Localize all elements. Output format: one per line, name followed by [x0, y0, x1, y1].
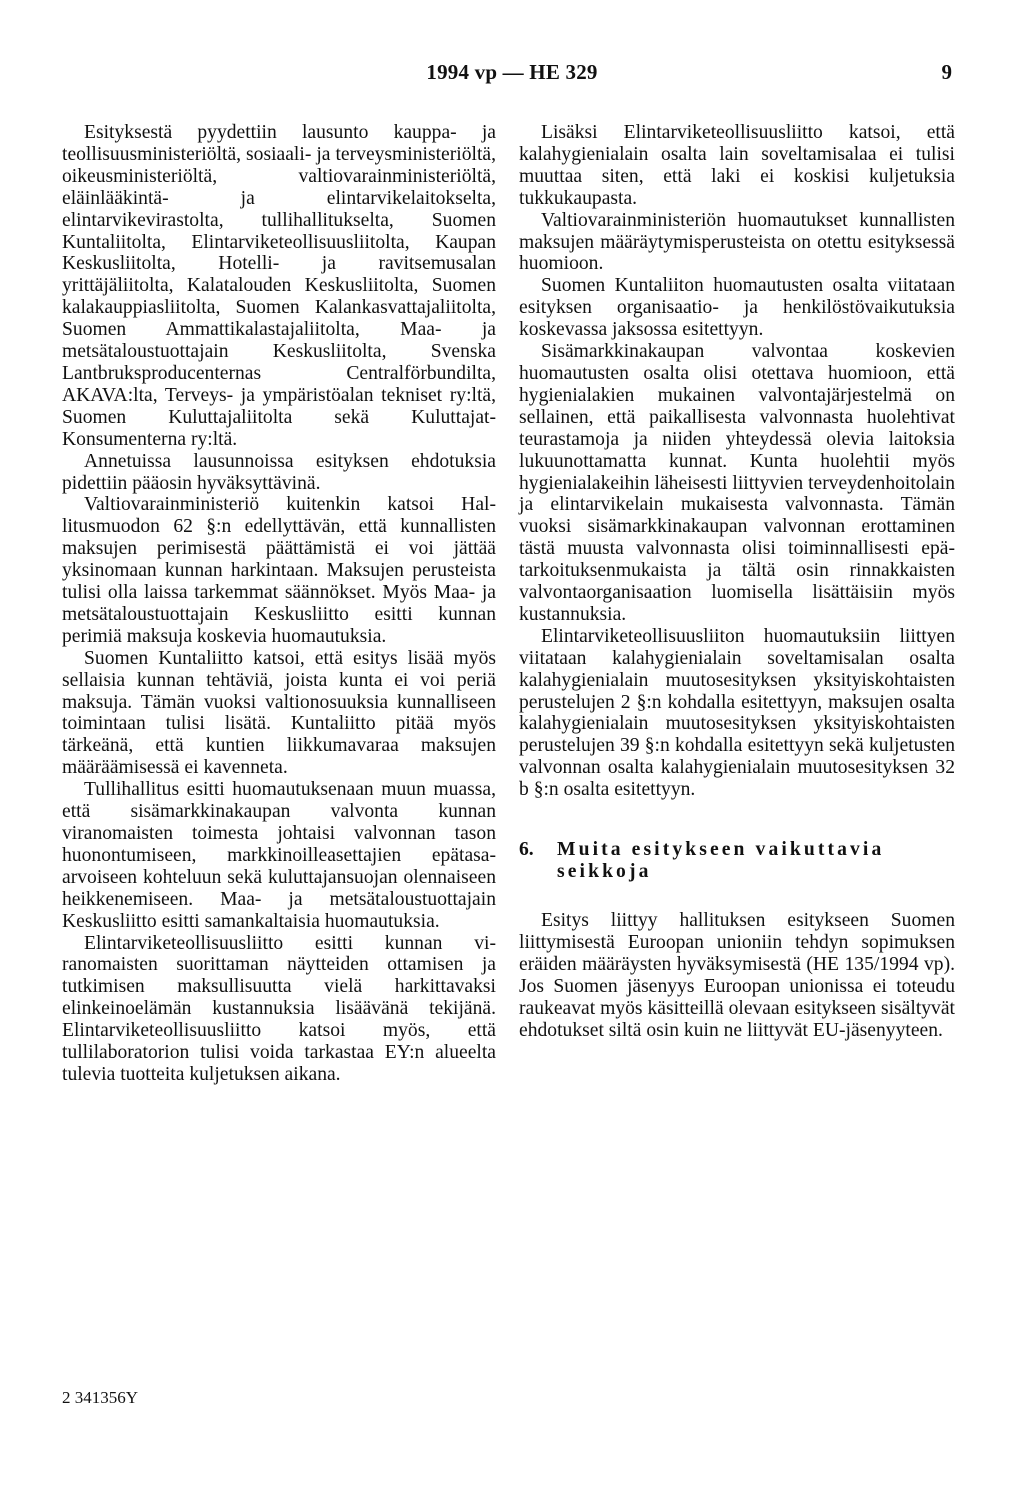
paragraph: Esitys liittyy hallituksen esitykseen Suomen liittymisestä Euroopan unioniin tehdyn sopimuksen eräiden määräysten hyväksymisestä (HE 135/1994 vp). Jos Suomen jäsenyys Euroopan unionissa ei toteudu raukeavat myös käsitteillä olevaan esitykseen sisältyvät ehdotukset siltä osin kuin ne liittyvät EU-jäsenyyteen. — [519, 910, 955, 1041]
paragraph: Lisäksi Elintarviketeollisuusliitto katsoi, että kalahygienialain osalta lain soveltamisalaa ei tulisi muuttaa siten, että laki ei koskisi kuljetuksia tukkukaupasta. — [519, 122, 955, 209]
paragraph: Elintarviketeollisuusliiton huomautuksiin liittyen viitataan kalahygienialain soveltamisalan osalta kalahygienialain muutosesityksen yksityiskohtaisten perustelujen 2 §:n kohdalla esitettyyn, maksujen osalta kalahygienialain muutosesityksen yksityiskohtaisten perustelujen 39 §:n kohdalla esitettyyn sekä kuljetusten valvonnan osalta kalahygienialain muutosesityksen 32 b §:n osalta esitettyyn. — [519, 625, 955, 801]
paragraph: Valtiovarainministeriön huomautukset kunnallisten maksujen määräytymisperusteista on otettu esityksessä huomioon. — [519, 209, 955, 275]
paragraph: Tullihallitus esitti huomautuksenaan muun muassa, että sisämarkkinakaupan valvonta kunnan viranomaisten toimesta johtaisi valvonnan tason huonontumiseen, markkinoilleasettajien epätasa-arvoiseen kohteluun sekä kuluttajansuojan olennaiseen heikkenemiseen. Maa- ja metsätaloustuottajain Keskusliitto esitti samankaltaisia huomautuksia. — [62, 779, 496, 932]
print-code: 2 341356Y — [62, 1388, 139, 1407]
document-title: 1994 vp — HE 329 — [426, 60, 598, 84]
paragraph: Annetuissa lausunnoissa esityksen ehdotuksia pidettiin pääosin hyväksyttävinä. — [62, 450, 496, 494]
paragraph: Valtiovarainministeriö kuitenkin katsoi Hallitusmuodon 62 §:n edellyttävän, että kunnallisten maksujen perimisestä päättämistä ei voi jättää yksinomaan kunnan harkintaan. Maksujen perusteista tulisi olla laissa tarkemmat säännökset. Myös Maa- ja metsätaloustuottajain Keskusliitto esitti kunnan perimiä maksuja koskevia huomautuksia. — [62, 494, 496, 647]
paragraph: Elintarviketeollisuusliitto esitti kunnan viranomaisten suorittaman näytteiden ottamisen ja tutkimisen maksullisuutta vielä harkittavaksi elinkeinoelämän kustannuksia lisäävänä tekijänä. Elintarviketeollisuusliitto katsoi myös, että tullilaboratorion tulisi voida tarkastaa EY:n alueelta tulevia tuotteita kuljetuksen aikana. — [62, 932, 496, 1085]
page-header — [0, 60, 1024, 90]
page-number: 9 — [941, 60, 952, 84]
paragraph: Sisämarkkinakaupan valvontaa koskevien huomautusten osalta olisi otettava huomioon, että hygienialakien mukainen valvontajärjestelmä on sellainen, että paikallisesta valvonnasta huolehtivat teurastamoja ja niiden yhteydessä olevia laitoksia lukuunottamatta kunnat. Kunta huolehtii myös hygienialakeihin läheisesti liittyvien terveydenhoitolain ja elintarvikelain mukaisesta valvonnasta. Tämän vuoksi sisämarkkinakaupan valvonnan erottaminen tästä muusta valvonnasta olisi toiminnallisesti epätarkoituksenmukaista ja tältä osin rinnakkaisten valvontaorganisaation luomisella lisättäisiin myös kustannuksia. — [519, 341, 955, 625]
paragraph: Suomen Kuntaliiton huomautusten osalta viitataan esityksen organisaatio- ja henkilöstövaikutuksia koskevassa jaksossa esitettyyn. — [519, 275, 955, 341]
left-column — [62, 122, 496, 1086]
section-heading — [519, 839, 955, 883]
right-column — [519, 122, 955, 1042]
section-title: Muita esitykseen vaikuttavia seikkoja — [557, 839, 885, 883]
paragraph: Suomen Kuntaliitto katsoi, että esitys lisää myös sellaisia kunnan tehtäviä, joista kunta ei voi periä maksuja. Tämän vuoksi valtionosuuksia kunnalliseen toimintaan tulisi lisätä. Kuntaliitto pitää myös tärkeänä, että kuntien liikkumavaraa maksujen määräämisessä ei kavenneta. — [62, 647, 496, 779]
paragraph: Esityksestä pyydettiin lausunto kauppa- ja teollisuusministeriöltä, sosiaali- ja terveysministeriöltä, oikeusministeriöltä, valtiovarainministeriöltä, eläinlääkintä- ja elintarvikelaitokselta, elintarvikevirastolta, tullihallitukselta, Suomen Kuntaliitolta, Elintarviketeollisuusliitolta, Kaupan Keskusliitolta, Hotelli- ja ravitsemusalan yrittäjäliitolta, Kalatalouden Keskusliitolta, Suomen kalakauppiasliitolta, Suomen Kalankasvattajaliitolta, Suomen Ammattikalastajaliitolta, Maa- ja metsätaloustuottajain Keskusliitolta, Svenska Lantbruksproducenternas Centralförbundilta, AKAVA:lta, Terveys- ja ympäristöalan tekniset ry:ltä, Suomen Kuluttajaliitolta sekä Kuluttajat-Konsumenterna ry:ltä. — [62, 122, 496, 450]
section-number: 6. — [519, 839, 534, 861]
